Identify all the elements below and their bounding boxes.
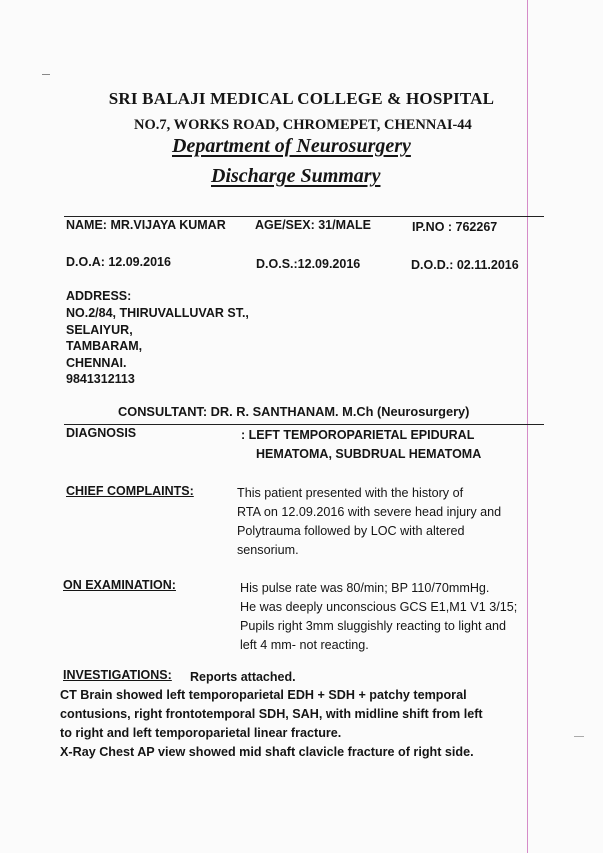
chief-complaints-label: CHIEF COMPLAINTS:: [66, 484, 194, 498]
address-line: CHENNAI.: [66, 356, 127, 370]
investigation-line: contusions, right frontotemporal SDH, SAH, with midline shift from left: [60, 707, 483, 721]
chief-complaints-line: This patient presented with the history of: [237, 486, 464, 500]
chief-complaints-line: sensorium.: [237, 543, 299, 557]
address-line: TAMBARAM,: [66, 339, 143, 353]
consultant-divider: [64, 424, 544, 425]
examination-line: Pupils right 3mm sluggishly reacting to light and: [240, 619, 506, 633]
examination-line: His pulse rate was 80/min; BP 110/70mmHg.: [240, 581, 490, 595]
page-margin-line: [527, 0, 528, 853]
scan-speck: [574, 736, 584, 737]
address-line: SELAIYUR,: [66, 323, 133, 337]
investigation-line: X-Ray Chest AP view showed mid shaft clavicle fracture of right side.: [60, 745, 474, 759]
investigations-label: INVESTIGATIONS:: [63, 668, 172, 682]
header-divider: [64, 216, 544, 217]
examination-line: He was deeply unconscious GCS E1,M1 V1 3/15;: [240, 600, 518, 614]
date-of-admission: D.O.A: 12.09.2016: [66, 255, 171, 269]
investigations-note: Reports attached.: [190, 670, 296, 684]
department-title: Department of Neurosurgery: [172, 135, 411, 157]
diagnosis-line: : LEFT TEMPOROPARIETAL EPIDURAL: [241, 428, 475, 442]
investigation-line: CT Brain showed left temporoparietal EDH + SDH + patchy temporal: [60, 688, 467, 702]
chief-complaints-line: RTA on 12.09.2016 with severe head injury and: [237, 505, 502, 519]
patient-phone: 9841312113: [66, 372, 135, 386]
document-title: Discharge Summary: [211, 165, 381, 187]
diagnosis-line: HEMATOMA, SUBDRUAL HEMATOMA: [256, 447, 482, 461]
hospital-address: NO.7, WORKS ROAD, CHROMEPET, CHENNAI-44: [134, 117, 472, 133]
date-of-discharge: D.O.D.: 02.11.2016: [411, 258, 519, 272]
diagnosis-label: DIAGNOSIS: [66, 426, 137, 440]
examination-label: ON EXAMINATION:: [63, 578, 176, 592]
consultant: CONSULTANT: DR. R. SANTHANAM. M.Ch (Neurosurgery): [118, 404, 470, 419]
date-of-surgery: D.O.S.:12.09.2016: [256, 257, 361, 271]
scan-speck: [42, 74, 50, 75]
address-line: NO.2/84, THIRUVALLUVAR ST.,: [66, 306, 249, 320]
patient-age-sex: AGE/SEX: 31/MALE: [255, 218, 371, 232]
address-label: ADDRESS:: [66, 289, 132, 303]
chief-complaints-line: Polytrauma followed by LOC with altered: [237, 524, 465, 538]
patient-ip-number: IP.NO : 762267: [412, 220, 498, 234]
examination-line: left 4 mm- not reacting.: [240, 638, 369, 652]
patient-name: NAME: MR.VIJAYA KUMAR: [66, 218, 226, 232]
hospital-name: SRI BALAJI MEDICAL COLLEGE & HOSPITAL: [108, 89, 495, 108]
investigation-line: to right and left temporoparietal linear fracture.: [60, 726, 342, 740]
